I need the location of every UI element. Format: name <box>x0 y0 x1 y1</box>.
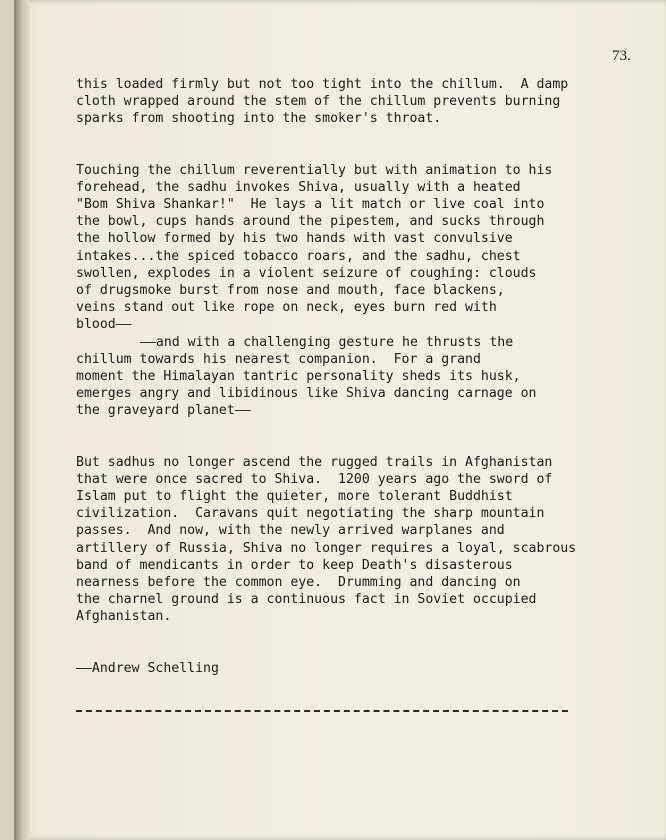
book-page <box>14 0 666 840</box>
text-line: Touching the chillum reverentially but with animation to his <box>76 162 553 178</box>
text-line: veins stand out like rope on neck, eyes burn red with <box>76 300 497 316</box>
text-line-indented: ——and with a challenging gesture he thrusts the <box>140 334 514 350</box>
text-line: band of mendicants in order to keep Death's disasterous <box>76 557 513 573</box>
paragraph-2 <box>76 162 596 420</box>
text-line: the hollow formed by his two hands with vast convulsive <box>76 231 513 247</box>
text-line: the graveyard planet—— <box>76 403 251 419</box>
text-line: this loaded firmly but not too tight into the chillum. A damp <box>76 77 569 92</box>
text-line: emerges angry and libidinous like Shiva dancing carnage on <box>76 386 537 402</box>
text-line: nearness before the common eye. Drumming and dancing on <box>76 575 521 591</box>
text-line: blood—— <box>76 317 132 333</box>
text-line: Afghanistan. <box>76 609 172 625</box>
text-line: cloth wrapped around the stem of the chillum prevents burning <box>76 94 561 110</box>
text-line: the charnel ground is a continuous fact in Soviet occupied <box>76 592 537 608</box>
author-signature: ——Andrew Schelling <box>76 660 219 676</box>
text-line: the bowl, cups hands around the pipestem, and sucks through <box>76 214 545 230</box>
text-line: moment the Himalayan tantric personality sheds its husk, <box>76 369 521 385</box>
text-line: chillum towards his nearest companion. For a grand <box>76 351 481 367</box>
text-line: sparks from shooting into the smoker's throat. <box>76 111 442 127</box>
text-line: passes. And now, with the newly arrived warplanes and <box>76 523 505 539</box>
text-line: forehead, the sadhu invokes Shiva, usually with a heated <box>76 179 521 195</box>
text-line: intakes...the spiced tobacco roars, and the sadhu, chest <box>76 248 521 264</box>
body-text <box>76 76 596 677</box>
page-number: 73. <box>612 48 631 64</box>
page-binding-shadow <box>14 0 30 840</box>
paragraph-1 <box>76 76 596 128</box>
text-line: "Bom Shiva Shankar!" He lays a lit match or live coal into <box>76 197 545 213</box>
text-line: that were once sacred to Shiva. 1200 years ago the sword of <box>76 471 553 487</box>
text-line: civilization. Caravans quit negotiating the sharp mountain <box>76 506 545 522</box>
text-line: Islam put to flight the quieter, more tolerant Buddhist <box>76 489 513 505</box>
text-line: of drugsmoke burst from nose and mouth, face blackens, <box>76 283 505 299</box>
dashed-separator <box>76 710 568 712</box>
text-line: swollen, explodes in a violent seizure of coughing: clouds <box>76 265 537 281</box>
paragraph-3 <box>76 454 596 626</box>
text-line: But sadhus no longer ascend the rugged trails in Afghanistan <box>76 454 553 470</box>
text-line: artillery of Russia, Shiva no longer requires a loyal, scabrous <box>76 540 577 556</box>
